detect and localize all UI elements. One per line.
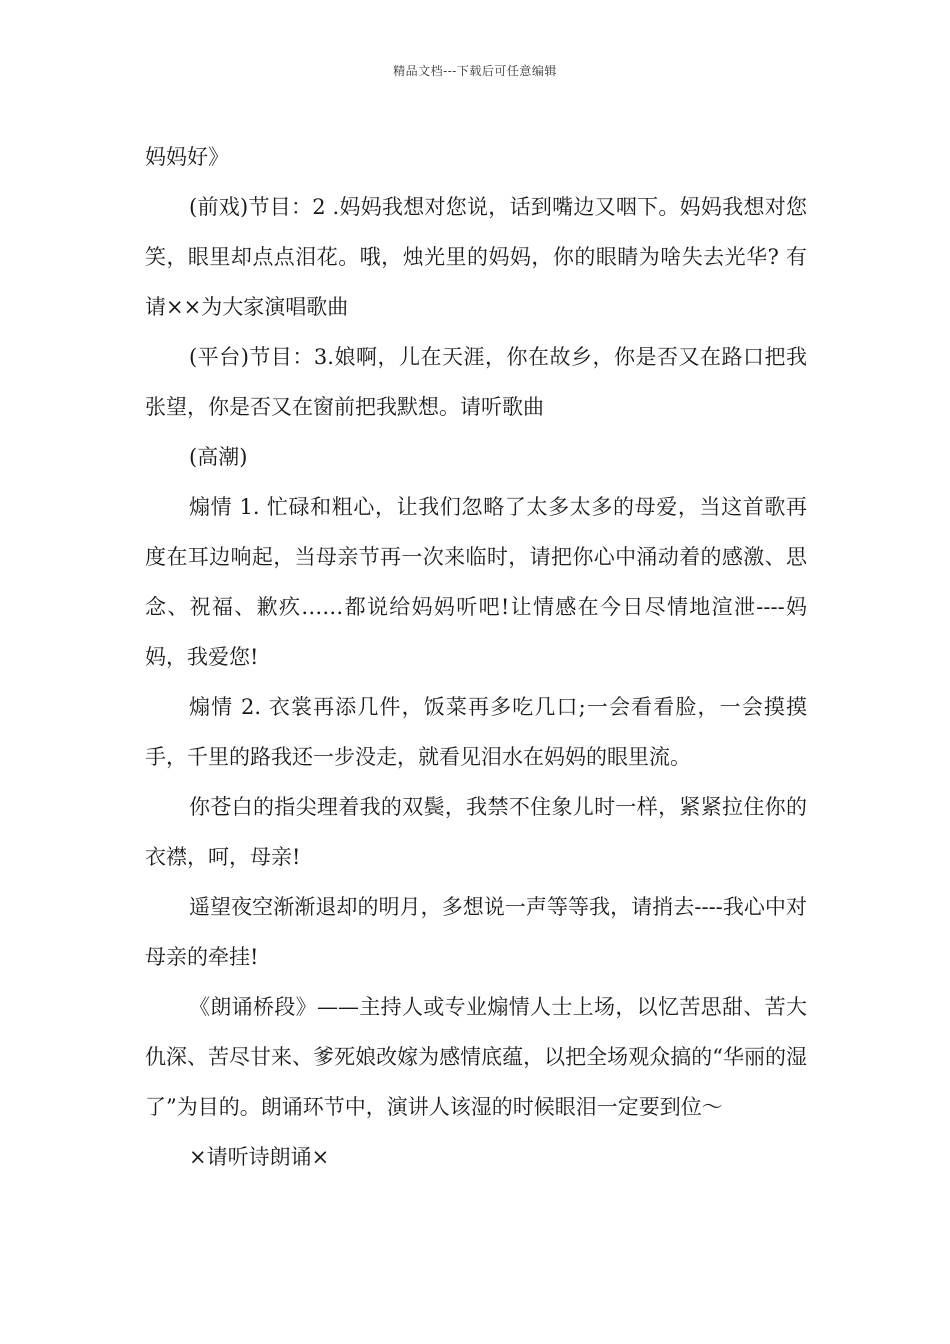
paragraph-9: 《朗诵桥段》——主持人或专业煽情人士上场，以忆苦思甜、苦大仇深、苦尽甘来、爹死娘改嫁为感情底蕴，以把全场观众搞的“华丽的湿了”为目的。朗诵环节中，演讲人该湿的时候眼泪一定要到位～ <box>145 995 807 1119</box>
paragraph-7: 你苍白的指尖理着我的双鬓，我禁不住象儿时一样，紧紧拉住你的衣襟，呵，母亲! <box>145 795 807 869</box>
page-header: 精品文档---下载后可任意编辑 <box>393 64 557 78</box>
paragraph-1: 妈妈好》 <box>145 145 229 169</box>
paragraph-3: (平台)节目：3.娘啊，儿在天涯，你在故乡，你是否又在路口把我张望，你是否又在窗前把我默想。请听歌曲 <box>145 345 807 419</box>
paragraph-10: ×请听诗朗诵× <box>189 1145 330 1169</box>
paragraph-2: (前戏)节目：2 .妈妈我想对您说，话到嘴边又咽下。妈妈我想对您笑，眼里却点点泪花。哦，烛光里的妈妈，你的眼睛为啥失去光华? 有请××为大家演唱歌曲 <box>145 195 807 319</box>
paragraph-4: (高潮) <box>189 445 248 469</box>
paragraph-6: 煽情 2. 衣裳再添几件，饭菜再多吃几口;一会看看脸，一会摸摸手，千里的路我还一步没走，就看见泪水在妈妈的眼里流。 <box>145 695 807 769</box>
paragraph-5: 煽情 1. 忙碌和粗心，让我们忽略了太多太多的母爱，当这首歌再度在耳边响起，当母亲节再一次来临时，请把你心中涌动着的感激、思念、祝福、歉疚……都说给妈妈听吧!让情感在今日尽情地渲泄----妈妈，我爱您! <box>145 495 807 669</box>
document-body <box>145 132 807 1182</box>
paragraph-8: 遥望夜空渐渐退却的明月，多想说一声等等我，请捎去----我心中对母亲的牵挂! <box>145 895 807 969</box>
